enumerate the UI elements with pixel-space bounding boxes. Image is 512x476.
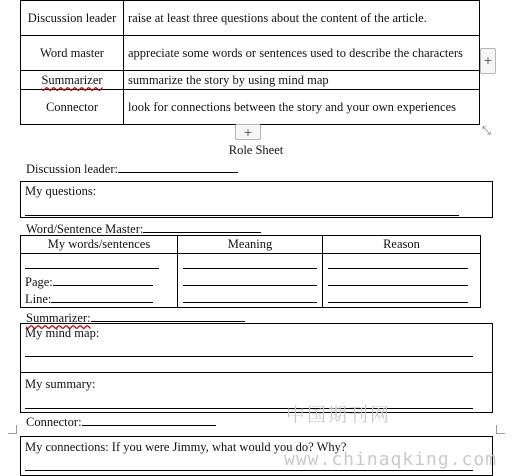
- blank-line[interactable]: [82, 413, 216, 426]
- summary-label: My summary:: [25, 377, 96, 391]
- blank-line[interactable]: [25, 356, 473, 357]
- field-label: Connector:: [26, 415, 82, 429]
- resize-icon[interactable]: ⤡: [482, 124, 491, 137]
- blank-line: [328, 268, 468, 269]
- blank-line: [328, 285, 468, 286]
- table-header-row: [21, 236, 481, 254]
- blank-line: [25, 268, 159, 269]
- watermark-url: www.chinaqking.com: [284, 449, 498, 470]
- blank-line: [183, 268, 317, 269]
- connector-field: [26, 413, 216, 430]
- questions-label: My questions:: [25, 184, 97, 198]
- line-label: Line:: [25, 292, 52, 306]
- role-name: Connector: [21, 90, 124, 125]
- role-description: raise at least three questions about the content of the article.: [124, 1, 480, 36]
- field-label: Summarizer:: [26, 311, 91, 325]
- add-column-button[interactable]: +: [480, 48, 496, 74]
- blank-line[interactable]: [25, 470, 473, 471]
- blank-line[interactable]: [143, 220, 261, 233]
- page-corner-mark: [496, 425, 505, 434]
- role-name: Discussion leader: [21, 1, 124, 36]
- role-name: Word master: [21, 36, 124, 71]
- column-header: My words/sentences: [21, 236, 178, 254]
- connections-label: My connections: If you were Jimmy, what would you do? Why?: [25, 440, 347, 454]
- table-row: [21, 36, 480, 71]
- questions-box: [20, 181, 493, 218]
- blank-line[interactable]: [25, 408, 473, 409]
- table-row: [21, 71, 480, 90]
- blank-line[interactable]: [118, 160, 238, 173]
- role-description: summarize the story by using mind map: [124, 71, 480, 90]
- role-name: [21, 71, 124, 90]
- mind-map-label: My mind map:: [25, 326, 100, 340]
- column-header: Reason: [323, 236, 481, 254]
- field-label: Word/Sentence Master:: [26, 222, 144, 236]
- words-cell[interactable]: [21, 254, 178, 308]
- blank-line: [53, 273, 153, 286]
- spellcheck-word: Summarizer: [41, 73, 103, 87]
- column-header: Meaning: [178, 236, 323, 254]
- blank-line: [183, 285, 317, 286]
- reason-cell[interactable]: [323, 254, 481, 308]
- meaning-cell[interactable]: [178, 254, 323, 308]
- table-row: [21, 254, 481, 308]
- words-table: [20, 235, 481, 308]
- blank-line[interactable]: [25, 215, 459, 216]
- page-corner-mark: [8, 425, 17, 434]
- page-title: Role Sheet: [228, 143, 284, 157]
- divider: [20, 372, 493, 373]
- summary-box: [20, 323, 493, 413]
- role-description: appreciate some words or sentences used to describe the characters: [124, 36, 480, 71]
- blank-line: [51, 290, 153, 303]
- blank-line[interactable]: [91, 309, 245, 322]
- watermark-cn: 中国期刊网: [286, 404, 392, 426]
- table-row: [21, 1, 480, 36]
- roles-table: [20, 0, 480, 125]
- page-label: Page:: [25, 275, 53, 289]
- add-row-button[interactable]: +: [235, 124, 261, 140]
- blank-line: [328, 302, 468, 303]
- role-description: look for connections between the story and your own experiences: [124, 90, 480, 125]
- table-row: [21, 90, 480, 125]
- blank-line: [183, 302, 317, 303]
- field-label: Discussion leader:: [26, 162, 118, 176]
- discussion-leader-field: [26, 160, 238, 177]
